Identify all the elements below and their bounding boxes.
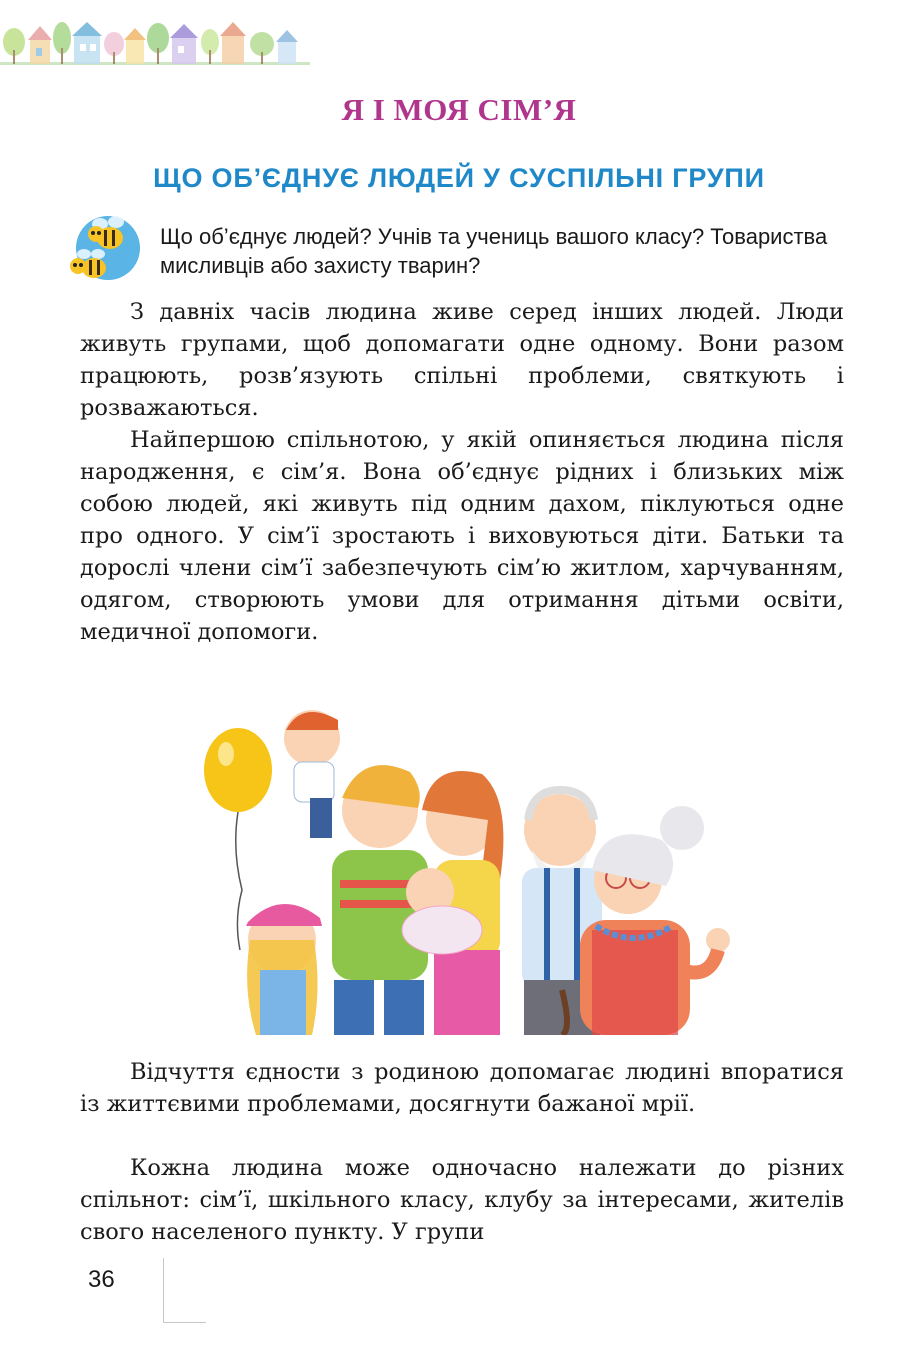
bees-icon bbox=[64, 210, 158, 282]
town-houses-trees-icon bbox=[0, 0, 310, 80]
paragraph: Відчуття єдности з родиною допомагає людині впоратися із життєвими проблемами, досягнути бажаної мрії. bbox=[80, 1059, 844, 1117]
paragraph: З давніх часів людина живе серед інших людей. Люди живуть групами, щоб допомагати одне одному. Вони разом працюють, розв’язують спільні проблеми, святкують і розважаються. bbox=[80, 299, 844, 421]
paragraph: Кожна людина може одночасно належати до різних спільнот: сім’ї, шкільного класу, клубу за інтересами, жителів свого населеного пункту. У групи bbox=[80, 1155, 844, 1245]
section-title: ЩО ОБ’ЄДНУЄ ЛЮДЕЙ У СУСПІЛЬНІ ГРУПИ bbox=[153, 163, 765, 193]
page-number: 36 bbox=[88, 1266, 115, 1293]
paragraph: Найпершою спільнотою, у якій опиняється людина після народження, є сім’я. Вона об’єднує рідних і близьких між собою людей, які живуть під одним дахом, піклуються одне про одного. У сім’ї зростають і виховуються діти. Батьки та дорослі члени сім’ї забезпечують сім’ю житлом, харчуванням, одягом, створюють умови для отримання дітьми освіти, медичної допомоги. bbox=[80, 427, 844, 645]
chapter-title: Я І МОЯ СІМ’Я bbox=[341, 92, 577, 127]
intro-question: Що об’єднує людей? Учнів та учениць вашого класу? Товариства мисливців або захисту тварин? bbox=[160, 224, 828, 278]
page-corner-frame bbox=[163, 1258, 206, 1323]
family-illustration bbox=[162, 690, 762, 1035]
